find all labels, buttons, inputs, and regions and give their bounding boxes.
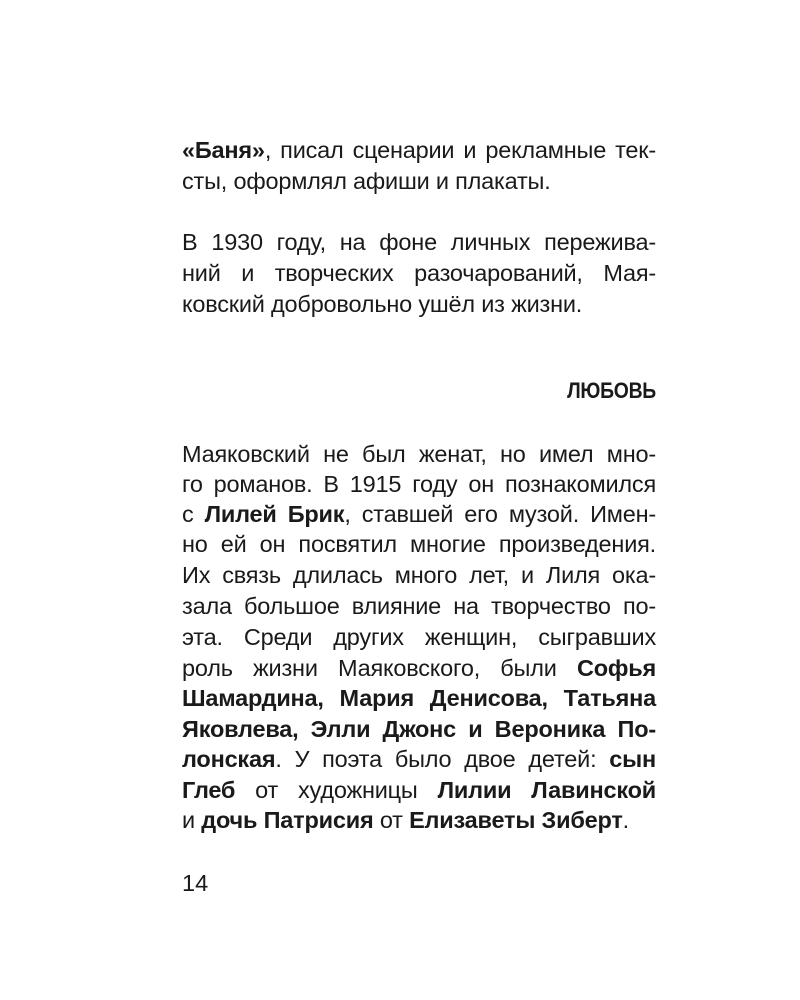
page-number: 14 bbox=[182, 870, 209, 896]
bold-text: лонская bbox=[182, 746, 276, 772]
paragraph-3-line-4: но ей он посвятил многие произведения. bbox=[182, 531, 656, 557]
paragraph-3-line-7: эта. Среди других женщин, сыгравших bbox=[182, 624, 656, 650]
paragraph-1-line-1 bbox=[182, 136, 656, 165]
section-heading: ЛЮБОВЬ bbox=[567, 378, 656, 403]
paragraph-3-line-10 bbox=[182, 715, 656, 744]
bold-text: Шамардина, Мария Денисова, Татьяна bbox=[182, 685, 656, 711]
bold-text: сын bbox=[609, 746, 656, 772]
bold-text: дочь Патрисия bbox=[201, 807, 374, 833]
text-span: и bbox=[182, 807, 202, 833]
bold-text: Лилей Брик bbox=[204, 501, 345, 527]
paragraph-3-line-6: зала большое влияние на творчество по- bbox=[182, 593, 656, 619]
paragraph-3-line-1: Маяковский не был женат, но имел мно- bbox=[182, 441, 656, 467]
paragraph-2-line-3: ковский добровольно ушёл из жизни. bbox=[182, 291, 583, 317]
text-span: . У поэта было двое детей: bbox=[275, 746, 610, 772]
paragraph-2-line-2: ний и творческих разочарований, Мая- bbox=[182, 260, 656, 286]
paragraph-3-line-2: го романов. В 1915 году он познакомился bbox=[182, 471, 656, 497]
paragraph-3-line-8 bbox=[182, 654, 656, 683]
text-span: от bbox=[373, 807, 410, 833]
paragraph-3-line-9 bbox=[182, 684, 656, 713]
bold-text: Софья bbox=[576, 655, 656, 681]
text-span: роль жизни Маяковского, были bbox=[182, 655, 577, 681]
paragraph-3-line-13 bbox=[182, 806, 656, 835]
text-span: от художницы bbox=[235, 777, 438, 803]
text-span: , ставшей его музой. Имен- bbox=[344, 501, 656, 527]
bold-text: Яковлева, Элли Джонс и Вероника По- bbox=[182, 716, 656, 742]
paragraph-1-line-2: сты, оформлял афиши и плакаты. bbox=[182, 168, 551, 194]
paragraph-3-line-5: Их связь длилась много лет, и Лиля ока- bbox=[182, 562, 656, 588]
paragraph-3-line-12 bbox=[182, 776, 656, 805]
bold-text: «Баня» bbox=[182, 137, 265, 163]
text-span: . bbox=[622, 807, 630, 833]
paragraph-2-line-1: В 1930 году, на фоне личных пережива- bbox=[182, 229, 656, 255]
text-span: с bbox=[182, 501, 205, 527]
paragraph-3-line-3 bbox=[182, 500, 656, 529]
bold-text: Елизаветы Зиберт bbox=[409, 807, 623, 833]
bold-text: Глеб bbox=[182, 777, 236, 803]
text-span: , писал сценарии и рекламные тек- bbox=[264, 137, 656, 163]
bold-text: Лилии Лавинской bbox=[437, 777, 656, 803]
paragraph-3-line-11 bbox=[182, 745, 656, 774]
